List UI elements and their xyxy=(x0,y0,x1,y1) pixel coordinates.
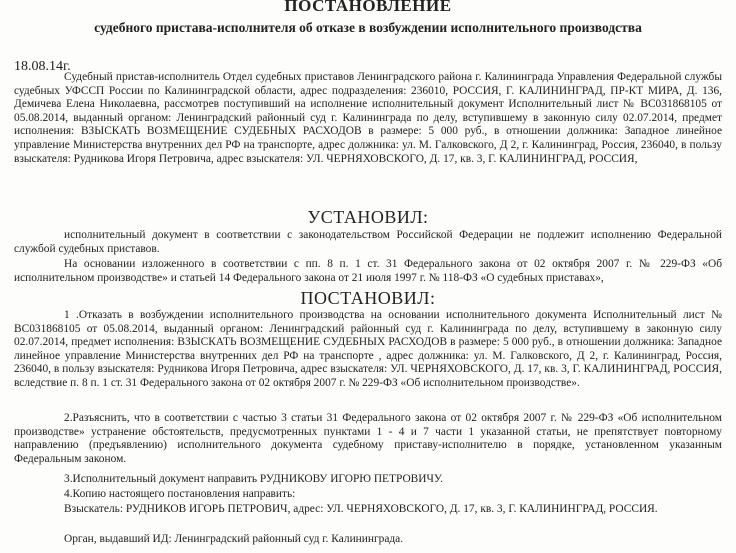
decision-item-2: 2.Разъяснить, что в соответствии с частью 3 статьи 31 Федерального закона от 02 октября 2007 г. № 229-ФЗ «Об исполнительном производстве» устранение обстоятельств, предусмотренных пунктами 1 - 4 и 7 части 1 указанной статьи, не препятствует повторному направлению (предъявлению) исполнительного документа судебному приставу-исполнителю в порядке, установленном указанным Федеральным законом. xyxy=(14,412,722,465)
recipient-court: Орган, выдавший ИД: Ленинградский районный суд г. Калининграда. xyxy=(64,533,404,545)
legal-basis-paragraph: На основании изложенного в соответствии с пп. 8 п. 1 ст. 31 Федерального закона от 02 октября 2007 г. № 229-ФЗ «Об исполнительном производстве» и статьей 14 Федерального закона от 21 июля 1997 г. № 118-ФЗ «О судебных приставах», xyxy=(14,258,722,284)
heading-postanovil: ПОСТАНОВИЛ: xyxy=(300,288,436,308)
heading-ustanovil: УСТАНОВИЛ: xyxy=(307,207,429,227)
recipient-claimant: Взыскатель: РУДНИКОВ ИГОРЬ ПЕТРОВИЧ, адрес: УЛ. ЧЕРНЯХОВСКОГО, Д. 17, кв. 3, Г. КАЛИНИНГРАД, РОССИЯ. xyxy=(64,503,658,515)
document-title: ПОСТАНОВЛЕНИЕ xyxy=(284,0,452,15)
decision-item-4: 4.Копию настоящего постановления направить: xyxy=(64,488,296,500)
finding-paragraph: исполнительный документ в соответствии с законодательством Российской Федерации не подлежит исполнению Федеральной службой судебных приставов. xyxy=(14,229,722,255)
document-subtitle: судебного пристава-исполнителя об отказе в возбуждении исполнительного производства xyxy=(94,20,642,35)
intro-paragraph: Судебный пристав-исполнитель Отдел судебных приставов Ленинградского района г. Калининграда Управления Федеральной службы судебных УФССП России по Калининградской области, адрес подразделения: 236010, РОССИЯ, Г. КАЛИНИНГРАД, ПР-КТ МИРА, Д. 136, Демичева Елена Николаевна, рассмотрев поступивший на исполнение исполнительный документ Исполнительный лист № ВС031868105 от 05.08.2014, выданный органом: Ленинградский районный суд г. Калининграда по делу, вступившему в законную силу 02.07.2014, предмет исполнения: ВЗЫСКАТЬ ВОЗМЕЩЕНИЕ СУДЕБНЫХ РАСХОДОВ в размере: 5 000 руб., в отношении должника: Западное линейное управление Министерства внутренних дел РФ на транспорте, адрес должника: ул. М. Галковского, Д 2, г. Калининград, Россия, 236040, в пользу взыскателя: Рудникова Игоря Петровича, адрес взыскателя: УЛ. ЧЕРНЯХОВСКОГО, Д. 17, кв. 3, Г. КАЛИНИНГРАД, РОССИЯ, xyxy=(14,71,722,165)
decision-item-3: 3.Исполнительный документ направить РУДНИКОВУ ИГОРЮ ПЕТРОВИЧУ. xyxy=(64,473,443,485)
decision-item-1: 1 .Отказать в возбуждении исполнительного производства на основании исполнительного документа Исполнительный лист № ВС031868105 от 05.08.2014, выданный органом: Ленинградский районный суд г. Калининграда по делу, вступившему в законную силу 02.07.2014, предмет исполнения: ВЗЫСКАТЬ ВОЗМЕЩЕНИЕ СУДЕБНЫХ РАСХОДОВ в размере: 5 000 руб., в отношении должника: Западное линейное управление Министерства внутренних дел РФ на транспорте , адрес должника: ул. М. Галковского, Д 2, г. Калининград, Россия, 236040, в пользу взыскателя: Рудникова Игоря Петровича, адрес взыскателя: УЛ. ЧЕРНЯХОВСКОГО, Д. 17, кв. 3, Г. КАЛИНИНГРАД, РОССИЯ, вследствие п. 8 п. 1 ст. 31 Федерального закона от 02 октября 2007 г. № 229-ФЗ «Об исполнительном производстве». xyxy=(14,309,722,389)
document-date: 18.08.14г. xyxy=(14,59,71,74)
